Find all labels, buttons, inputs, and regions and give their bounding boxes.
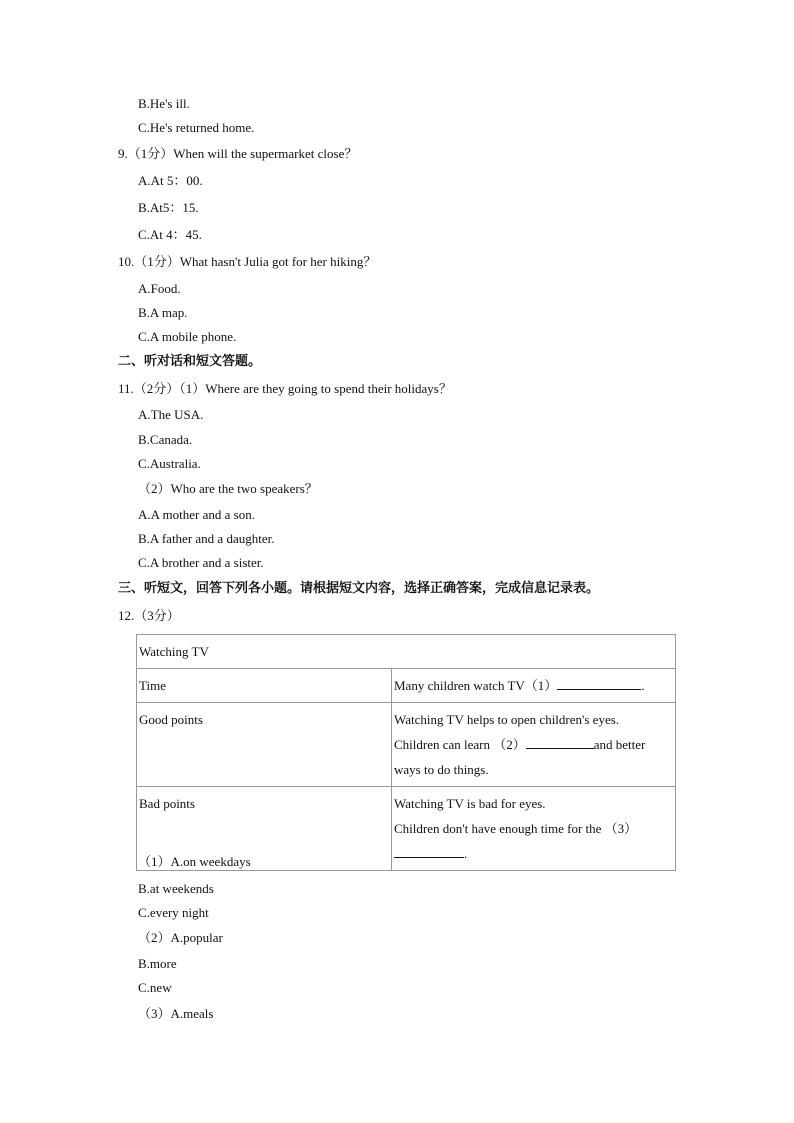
q9-stem: 9.（1分）When will the supermarket close？ [118, 146, 358, 161]
cell-text: Children can learn （2） [394, 737, 526, 752]
table-title: Watching TV [137, 635, 676, 669]
table-row [137, 703, 676, 787]
cell-text: . [464, 846, 468, 861]
q11-option-b: B.Canada. [138, 432, 193, 447]
q8-option-b: B.He's ill. [138, 96, 190, 111]
cell-text: . [641, 678, 645, 693]
answer-blank-3[interactable] [394, 843, 464, 858]
answer-blank-2[interactable] [526, 734, 594, 749]
q12-sub2-option-a: （2）A.popular [138, 930, 223, 945]
table-cell-good-value [392, 703, 676, 787]
cell-text: Watching TV helps to open children's eyes. [394, 712, 620, 727]
table-cell-time-label: Time [137, 669, 392, 703]
q12-stem: 12.（3分） [118, 608, 180, 623]
q12-sub1-option-c: C.every night [138, 905, 209, 920]
q10-option-b: B.A map. [138, 305, 188, 320]
table-cell-good-label: Good points [137, 703, 392, 787]
q11-option-c: C.Australia. [138, 456, 201, 471]
answer-blank-1[interactable] [557, 675, 641, 690]
q11-sub2-stem: （2）Who are the two speakers？ [138, 481, 318, 496]
q12-sub3-option-a: （3）A.meals [138, 1006, 214, 1021]
cell-text: Watching TV is bad for eyes. [394, 796, 546, 811]
q11-sub2-option-b: B.A father and a daughter. [138, 531, 275, 546]
cell-text: and better [593, 737, 646, 752]
table-cell-bad-label: Bad points [137, 787, 392, 871]
q9-option-c: C.At 4：45. [138, 227, 202, 242]
section-2-heading: 二、听对话和短文答题。 [118, 354, 262, 369]
table-row [137, 669, 676, 703]
table-row [137, 635, 676, 669]
q12-sub1-option-b: B.at weekends [138, 881, 214, 896]
info-record-table [136, 634, 676, 871]
q8-option-c: C.He's returned home. [138, 120, 255, 135]
q12-sub2-option-b: B.more [138, 956, 177, 971]
cell-text: Many children watch TV（1） [394, 678, 558, 693]
q10-option-c: C.A mobile phone. [138, 329, 237, 344]
table-cell-bad-value [392, 787, 676, 871]
q12-sub1-option-a: （1）A.on weekdays [138, 854, 251, 869]
q11-sub2-option-c: C.A brother and a sister. [138, 555, 264, 570]
table-cell-time-value [392, 669, 676, 703]
q9-option-a: A.At 5：00. [138, 173, 203, 188]
q12-sub2-option-c: C.new [138, 980, 172, 995]
section-3-heading: 三、听短文，回答下列各小题。请根据短文内容，选择正确答案，完成信息记录表。 [118, 581, 600, 596]
cell-text: ways to do things. [394, 762, 489, 777]
q11-option-a: A.The USA. [138, 407, 204, 422]
cell-text: Children don't have enough time for the （3） [394, 821, 638, 836]
q11-sub2-option-a: A.A mother and a son. [138, 507, 255, 522]
q11-stem: 11.（2分）（1）Where are they going to spend their holidays？ [118, 381, 452, 396]
q10-option-a: A.Food. [138, 281, 181, 296]
q9-option-b: B.At5：15. [138, 200, 199, 215]
q10-stem: 10.（1分）What hasn't Julia got for her hiking？ [118, 254, 377, 269]
